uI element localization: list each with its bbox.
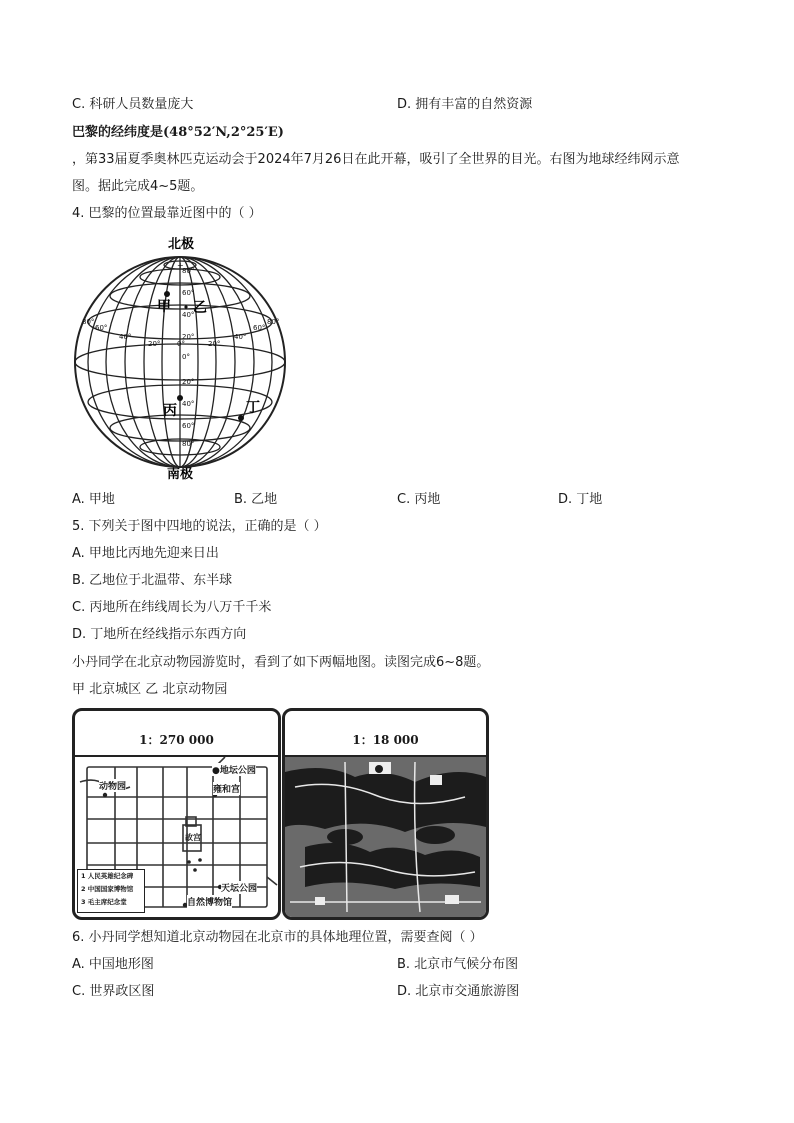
lat-label: 40° xyxy=(182,400,195,408)
point-jia-marker xyxy=(164,291,170,297)
point-ding-marker xyxy=(238,415,244,421)
q6-option-b: B. 北京市气候分布图 xyxy=(397,957,519,972)
map-label-yonghe: 雍和宫 xyxy=(213,782,240,795)
q3-option-c: C. 科研人员数量庞大 xyxy=(72,97,194,112)
map-label-gugong: 故宫 xyxy=(185,833,201,842)
svg-text:+: + xyxy=(177,261,184,270)
passage2-line: 小丹同学在北京动物园游览时，看到了如下两幅地图。读图完成6~8题。 xyxy=(72,655,490,670)
q6-option-a: A. 中国地形图 xyxy=(72,957,154,972)
lat-label: 20° xyxy=(182,378,195,386)
point-ding-label: 丁 xyxy=(246,400,260,416)
passage-line-2: ，第33届夏季奥林匹克运动会于2024年7月26日在此开幕，吸引了全世界的目光。右图为地球经纬网示意 xyxy=(72,152,680,167)
lat-label: 60° xyxy=(182,422,195,430)
lon-label: 80° xyxy=(82,318,95,326)
q4-option-d: D. 丁地 xyxy=(558,492,603,507)
q4-stem: 4. 巴黎的位置最靠近图中的（ ） xyxy=(72,206,262,221)
paris-coordinates-line: 巴黎的经纬度是(48°52′N,2°25′E) xyxy=(72,125,284,140)
map-jia-scale: 1：270 000 xyxy=(139,733,214,747)
lat-label: 40° xyxy=(182,311,195,319)
map-label-tiantan: 天坛公园 xyxy=(221,881,257,894)
map-jia-legend xyxy=(77,869,145,913)
point-yi-marker xyxy=(184,305,187,308)
lat-label: 60° xyxy=(182,289,195,297)
map-yi-zoo-plan xyxy=(285,757,486,917)
lon-label: 20° xyxy=(148,340,161,348)
q5-stem: 5. 下列关于图中四地的说法，正确的是（ ） xyxy=(72,519,327,534)
q5-option-a: A. 甲地比丙地先迎来日出 xyxy=(72,546,219,561)
lat-label: 80° xyxy=(182,440,195,448)
north-pole-label: 北极 xyxy=(167,237,195,252)
map-label-museum: 自然博物馆 xyxy=(187,895,232,908)
globe-graticule-figure xyxy=(68,232,293,484)
lon-label: 60° xyxy=(253,324,266,332)
q6-option-d: D. 北京市交通旅游图 xyxy=(397,984,520,999)
q5-option-c: C. 丙地所在纬线周长为八万千千米 xyxy=(72,600,272,615)
lon-label: 40° xyxy=(234,333,247,341)
q4-option-c: C. 丙地 xyxy=(397,492,441,507)
map-label-ditan: ●地坛公园 xyxy=(212,763,256,776)
q5-option-b: B. 乙地位于北温带、东半球 xyxy=(72,573,233,588)
legend-item: 3 毛主席纪念堂 xyxy=(81,898,127,906)
q6-stem: 6. 小丹同学想知道北京动物园在北京市的具体地理位置，需要查阅（ ） xyxy=(72,930,483,945)
lon-label: 20° xyxy=(208,340,221,348)
legend-item: 1 人民英雄纪念碑 xyxy=(81,872,134,880)
point-yi-label: 乙 xyxy=(193,300,207,316)
q4-option-b: B. 乙地 xyxy=(234,492,278,507)
point-bing-label: 丙 xyxy=(163,403,177,419)
lat-label: 20° xyxy=(182,333,195,341)
south-pole-label: 南极 xyxy=(166,467,194,482)
q4-option-a: A. 甲地 xyxy=(72,492,115,507)
lon-label: 40° xyxy=(119,333,132,341)
q5-option-d: D. 丁地所在经线指示东西方向 xyxy=(72,627,247,642)
map-label-zoo: 动物园 xyxy=(99,779,126,792)
map-beijing-city xyxy=(72,708,281,920)
lon-label: 80° xyxy=(267,318,280,326)
q6-option-c: C. 世界政区图 xyxy=(72,984,155,999)
point-jia-label: 甲 xyxy=(157,299,171,315)
lat-label: 0° xyxy=(182,353,190,361)
maps-caption: 甲 北京城区 乙 北京动物园 xyxy=(72,682,228,697)
legend-item: 2 中国国家博物馆 xyxy=(81,885,134,893)
map-beijing-zoo xyxy=(282,708,489,920)
lat-label: 80° xyxy=(182,267,195,275)
q3-option-d: D. 拥有丰富的自然资源 xyxy=(397,97,533,112)
point-bing-marker xyxy=(177,395,183,401)
lon-label: 0° xyxy=(177,340,185,348)
lon-label: 60° xyxy=(95,324,108,332)
map-yi-scale: 1：18 000 xyxy=(352,733,419,747)
passage-line-3: 图。据此完成4~5题。 xyxy=(72,179,204,194)
